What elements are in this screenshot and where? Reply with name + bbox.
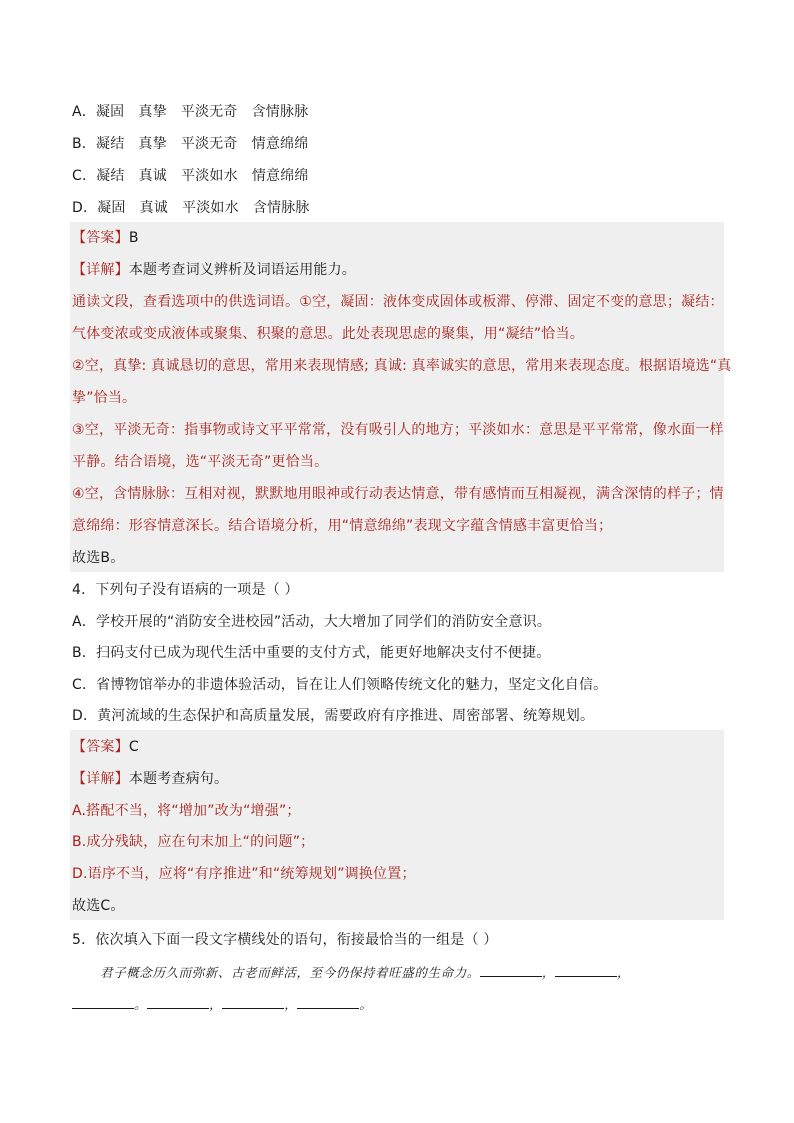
detail-line: A.搭配不当，将“增加”改为“增强”；	[72, 803, 301, 819]
detail-tag: 【详解】	[72, 771, 129, 787]
q4-stem: 4．下列句子没有语病的一项是（ ）	[72, 582, 299, 598]
detail-tag: 【详解】	[72, 262, 129, 278]
option-word: 凝固	[95, 104, 125, 120]
q5-passage-line-2	[72, 994, 372, 1015]
q3-option	[72, 102, 308, 122]
q3-option	[72, 198, 310, 218]
answer-tag: 【答案】	[72, 739, 129, 755]
q4-detail-heading	[72, 769, 228, 789]
detail-line: 挚”恰当。	[72, 390, 137, 406]
q4-option: B．扫码支付已成为现代生活中重要的支付方式，能更好地解决支付不便捷。	[72, 645, 551, 661]
option-word: 含情脉脉	[251, 104, 309, 120]
detail-line: 气体变浓或变成液体或聚集、积聚的意思。此处表现思虑的聚集，用“凝结”恰当。	[72, 326, 584, 342]
separator: ，	[541, 965, 556, 980]
option-word: 情意绵绵	[251, 136, 309, 152]
option-word: 情意绵绵	[251, 168, 309, 184]
answer-blank	[72, 994, 134, 1009]
option-word: 平淡如水	[182, 200, 239, 216]
option-word: 真诚	[139, 200, 168, 216]
option-label: A．	[72, 104, 96, 120]
option-word: 真诚	[138, 168, 167, 184]
q5-stem: 5．依次填入下面一段文字横线处的语句，衔接最恰当的一组是（ ）	[72, 932, 498, 948]
option-word: 凝结	[96, 168, 125, 184]
q3-detail-heading	[72, 260, 356, 280]
detail-line: ②空，真挚: 真诚恳切的意思，常用来表现情感; 真诚: 真率诚实的意思，常用来表现态度。根据语境选“真	[72, 358, 732, 374]
detail-line: 故选B。	[72, 550, 125, 566]
separator: ，	[617, 965, 631, 980]
option-word: 真挚	[138, 136, 167, 152]
option-word: 真挚	[138, 104, 167, 120]
option-label: C．	[72, 168, 97, 184]
answer-blank	[555, 962, 617, 977]
detail-line: ④空，含情脉脉：互相对视，默默地用眼神或行动表达情意，带有感情而互相凝视，满含深情的样子；情	[72, 486, 724, 502]
q3-answer	[72, 228, 139, 248]
detail-line: 意绵绵：形容情意深长。结合语境分析，用“情意绵绵”表现文字蕴含情感丰富更恰当；	[72, 518, 613, 534]
option-label: B．	[72, 136, 97, 152]
answer-blank	[222, 994, 284, 1009]
detail-intro: 本题考查词义辨析及词语运用能力。	[128, 262, 357, 278]
option-word: 平淡无奇	[180, 136, 238, 152]
answer-value: B	[128, 230, 139, 246]
option-label: D．	[72, 200, 98, 216]
q4-answer-panel	[70, 730, 724, 920]
option-word: 凝固	[97, 200, 126, 216]
answer-value: C	[128, 739, 139, 755]
q5-passage-line-1	[100, 962, 630, 983]
answer-blank	[297, 994, 359, 1009]
detail-line: ③空，平淡无奇：指事物或诗文平平常常，没有吸引人的地方；平淡如水：意思是平平常常，像水面一样	[72, 422, 724, 438]
detail-intro: 本题考查病句。	[128, 771, 229, 787]
detail-line: D.语序不当，应将“有序推进”和“统筹规划”调换位置；	[72, 866, 416, 882]
separator: ，	[284, 997, 298, 1012]
separator: 。	[359, 997, 373, 1012]
separator: ，	[209, 997, 223, 1012]
option-word: 含情脉脉	[252, 200, 310, 216]
q4-option: C．省博物馆举办的非遗体验活动，旨在让人们领略传统文化的魅力，坚定文化自信。	[72, 677, 608, 693]
q4-option: A．学校开展的“消防安全进校园”活动，大大增加了同学们的消防安全意识。	[72, 614, 552, 630]
answer-blank	[147, 994, 209, 1009]
answer-tag: 【答案】	[72, 230, 129, 246]
option-word: 平淡无奇	[180, 104, 238, 120]
q3-option	[72, 134, 308, 154]
q4-option: D．黄河流域的生态保护和高质量发展，需要政府有序推进、周密部署、统筹规划。	[72, 708, 595, 724]
detail-line: B.成分残缺，应在句末加上“的问题”；	[72, 834, 315, 850]
separator: 。	[134, 997, 148, 1012]
detail-line: 通读文段，查看选项中的供选词语。①空，凝固：液体变成固体或板滞、停滞、固定不变的意思；凝结：	[72, 294, 724, 310]
detail-line: 平静。结合语境，选“平淡无奇”更恰当。	[72, 454, 329, 470]
answer-blank	[480, 962, 542, 977]
detail-line: 故选C。	[72, 898, 125, 914]
q4-answer	[72, 737, 139, 757]
q3-option	[72, 166, 309, 186]
passage-text: 君子概念历久而弥新、古老而鲜活，至今仍保持着旺盛的生命力。	[100, 965, 480, 980]
option-word: 平淡如水	[181, 168, 238, 184]
option-word: 凝结	[96, 136, 125, 152]
